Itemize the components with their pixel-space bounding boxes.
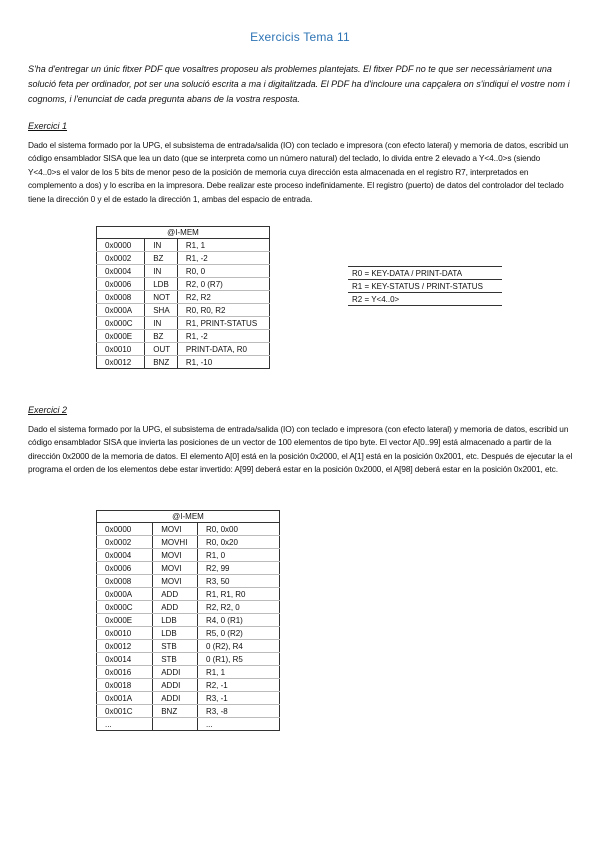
opcode-cell: MOVI xyxy=(153,562,198,575)
address-cell: 0x001C xyxy=(97,705,153,718)
address-cell: 0x000C xyxy=(97,601,153,614)
operands-cell: R1, 0 xyxy=(197,549,279,562)
address-cell: 0x0010 xyxy=(97,627,153,640)
address-cell: 0x0000 xyxy=(97,239,145,252)
opcode-cell: MOVHI xyxy=(153,536,198,549)
operands-cell: R1, 1 xyxy=(177,239,269,252)
operands-cell: R0, R0, R2 xyxy=(177,304,269,317)
address-cell: 0x000A xyxy=(97,588,153,601)
opcode-cell: LDB xyxy=(145,278,178,291)
operands-cell: R1, -10 xyxy=(177,356,269,369)
opcode-cell: BZ xyxy=(145,252,178,265)
opcode-cell: LDB xyxy=(153,614,198,627)
operands-cell: R2, 0 (R7) xyxy=(177,278,269,291)
opcode-cell: ADDI xyxy=(153,679,198,692)
table-row xyxy=(97,252,270,265)
address-cell: 0x0008 xyxy=(97,575,153,588)
address-cell: 0x0012 xyxy=(97,640,153,653)
table-row xyxy=(97,278,270,291)
address-cell: 0x0010 xyxy=(97,343,145,356)
table-header: @I-MEM xyxy=(97,227,270,239)
address-cell: 0x0018 xyxy=(97,679,153,692)
address-cell: 0x001A xyxy=(97,692,153,705)
opcode-cell: BNZ xyxy=(145,356,178,369)
operands-cell: R3, -1 xyxy=(197,692,279,705)
operands-cell: R2, R2, 0 xyxy=(197,601,279,614)
opcode-cell: IN xyxy=(145,239,178,252)
opcode-cell: STB xyxy=(153,653,198,666)
operands-cell: R0, 0x00 xyxy=(197,523,279,536)
table-row xyxy=(97,588,280,601)
opcode-cell: BZ xyxy=(145,330,178,343)
table-row xyxy=(97,640,280,653)
address-cell: 0x000A xyxy=(97,304,145,317)
table-header: @I-MEM xyxy=(97,511,280,523)
table-row xyxy=(97,523,280,536)
table-row xyxy=(97,601,280,614)
address-cell: 0x0006 xyxy=(97,278,145,291)
table-row xyxy=(97,679,280,692)
operands-cell: R1, PRINT-STATUS xyxy=(177,317,269,330)
register-legend-item: R1 = KEY-STATUS / PRINT-STATUS xyxy=(348,280,502,293)
table-row xyxy=(97,536,280,549)
register-legend-row xyxy=(348,293,502,306)
opcode-cell: BNZ xyxy=(153,705,198,718)
opcode-cell: LDB xyxy=(153,627,198,640)
operands-cell: R3, 50 xyxy=(197,575,279,588)
table-row xyxy=(97,718,280,731)
operands-cell: R3, -8 xyxy=(197,705,279,718)
opcode-cell: STB xyxy=(153,640,198,653)
register-legend-table xyxy=(348,266,502,306)
operands-cell: PRINT-DATA, R0 xyxy=(177,343,269,356)
table-row xyxy=(97,356,270,369)
table-row xyxy=(97,692,280,705)
table-row xyxy=(97,304,270,317)
table-row xyxy=(97,330,270,343)
address-cell: 0x0006 xyxy=(97,562,153,575)
opcode-cell: SHA xyxy=(145,304,178,317)
register-legend-item: R2 = Y<4..0> xyxy=(348,293,502,306)
operands-cell: R2, -1 xyxy=(197,679,279,692)
table-row xyxy=(97,575,280,588)
operands-cell: R1, -2 xyxy=(177,330,269,343)
operands-cell: R4, 0 (R1) xyxy=(197,614,279,627)
operands-cell: ... xyxy=(197,718,279,731)
opcode-cell: IN xyxy=(145,317,178,330)
register-legend-item: R0 = KEY-DATA / PRINT-DATA xyxy=(348,267,502,280)
address-cell: 0x0012 xyxy=(97,356,145,369)
address-cell: 0x000E xyxy=(97,330,145,343)
exercise-1-heading: Exercici 1 xyxy=(28,121,68,131)
operands-cell: R0, 0x20 xyxy=(197,536,279,549)
exercise-2-statement: Dado el sistema formado por la UPG, el subsistema de entrada/salida (IO) con teclado e impresora (con efecto lateral) y memoria de datos, escribid un código ensamblador SISA que invierta las posiciones de un vector de 100 elementos de tipo byte. El vector A[0..99] está almacenado a partir de la dirección 0x2000 de la memoria de datos. El elemento A[0] está en la posición 0x2000, el A[1] está en la posición 0x2001, etc. Después de ejecutar la el programa el orden de los elementos debe estar invertido: A[99] deberá estar en la posición 0x2000, el A[98] deberá estar en la posición 0x2001, etc. xyxy=(28,424,573,475)
exercise-2-heading: Exercici 2 xyxy=(28,405,68,415)
table-row xyxy=(97,549,280,562)
opcode-cell: ADD xyxy=(153,601,198,614)
opcode-cell: MOVI xyxy=(153,523,198,536)
table-row xyxy=(97,343,270,356)
address-cell: 0x0002 xyxy=(97,536,153,549)
operands-cell: R1, 1 xyxy=(197,666,279,679)
address-cell: 0x0014 xyxy=(97,653,153,666)
table-row xyxy=(97,666,280,679)
register-legend-row xyxy=(348,280,502,293)
address-cell: 0x0000 xyxy=(97,523,153,536)
operands-cell: R5, 0 (R2) xyxy=(197,627,279,640)
address-cell: 0x0004 xyxy=(97,549,153,562)
table-row xyxy=(97,291,270,304)
opcode-cell: MOVI xyxy=(153,575,198,588)
intro-paragraph: S'ha d'entregar un únic fitxer PDF que vosaltres proposeu als problemes plantejats. El fitxer PDF no te que ser necessàriament una solució feta per ordinador, pot ser una solució escrita a ma i digitalitzada. El PDF ha d'incloure una capçalera on s'indiqui el vostre nom i cognoms, i l'enunciat de cada pregunta abans de la vostra resposta. xyxy=(28,64,570,104)
opcode-cell: ADDI xyxy=(153,692,198,705)
address-cell: 0x0004 xyxy=(97,265,145,278)
opcode-cell xyxy=(153,718,198,731)
address-cell: ... xyxy=(97,718,153,731)
table-row xyxy=(97,705,280,718)
address-cell: 0x0008 xyxy=(97,291,145,304)
operands-cell: 0 (R2), R4 xyxy=(197,640,279,653)
operands-cell: R1, -2 xyxy=(177,252,269,265)
opcode-cell: IN xyxy=(145,265,178,278)
operands-cell: 0 (R1), R5 xyxy=(197,653,279,666)
table-row xyxy=(97,239,270,252)
address-cell: 0x000C xyxy=(97,317,145,330)
address-cell: 0x0002 xyxy=(97,252,145,265)
table-row xyxy=(97,317,270,330)
register-legend-row xyxy=(348,267,502,280)
table-row xyxy=(97,653,280,666)
table-row xyxy=(97,265,270,278)
opcode-cell: NOT xyxy=(145,291,178,304)
table-row xyxy=(97,562,280,575)
opcode-cell: ADDI xyxy=(153,666,198,679)
table-row xyxy=(97,614,280,627)
exercise-1-statement: Dado el sistema formado por la UPG, el subsistema de entrada/salida (IO) con teclado e impresora (con efecto lateral) y memoria de datos, escribid un código ensamblador SISA que lea un dato (que se interpreta como un número natural) del teclado, lo divida entre 2 elevado a Y<4..0>s (siendo Y<4..0>s el valor de los 5 bits de menor peso de la posición de memoria cuya dirección esta almacenada en el registro R7, interpretados en complemento a dos) y lo escriba en la impresora. Debe realizar este proceso indefinidamente. El registro (puerto) de datos del controlador del teclado tiene la dirección 0 y el de estado la dirección 1, ambas del espacio de entrada. xyxy=(28,140,569,204)
opcode-cell: ADD xyxy=(153,588,198,601)
operands-cell: R2, 99 xyxy=(197,562,279,575)
operands-cell: R2, R2 xyxy=(177,291,269,304)
operands-cell: R1, R1, R0 xyxy=(197,588,279,601)
opcode-cell: MOVI xyxy=(153,549,198,562)
opcode-cell: OUT xyxy=(145,343,178,356)
operands-cell: R0, 0 xyxy=(177,265,269,278)
address-cell: 0x000E xyxy=(97,614,153,627)
address-cell: 0x0016 xyxy=(97,666,153,679)
document-title: Exercicis Tema 11 xyxy=(250,30,350,44)
exercise-2-instruction-memory-table xyxy=(96,510,280,731)
exercise-1-instruction-memory-table xyxy=(96,226,270,369)
table-row xyxy=(97,627,280,640)
